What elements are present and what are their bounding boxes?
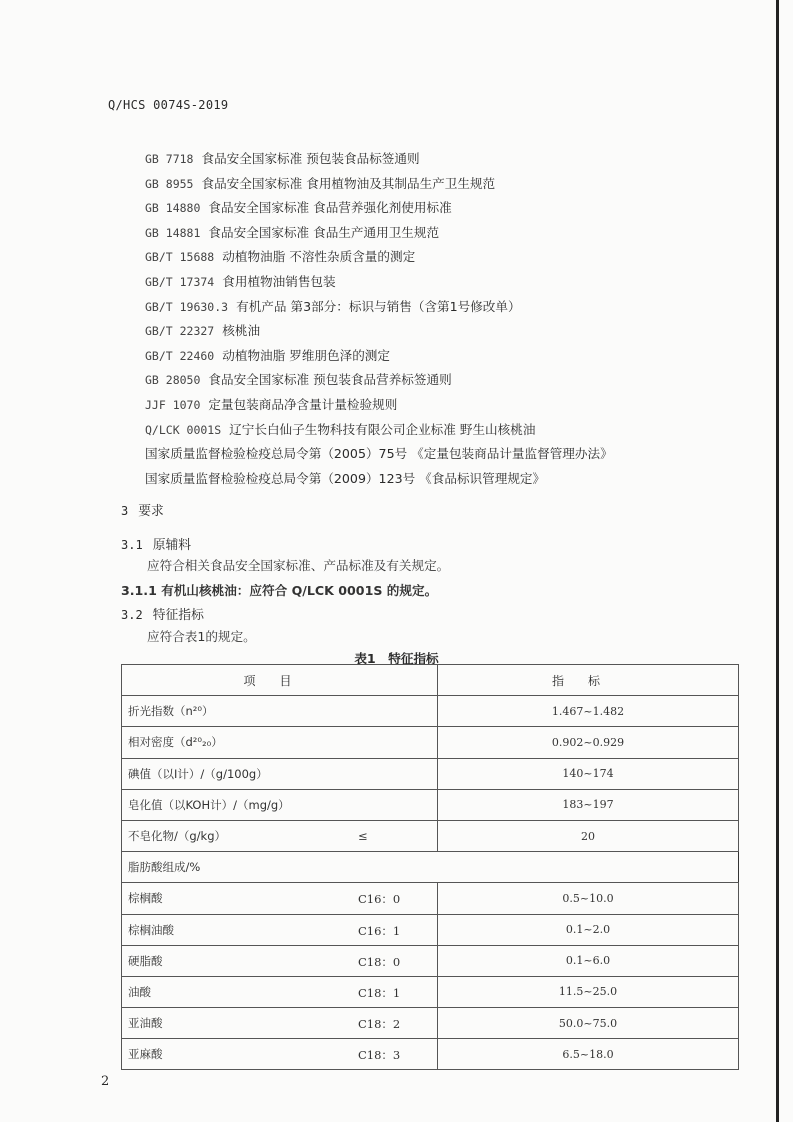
item-name: 相对密度（d²⁰₂₀） [128, 735, 223, 750]
item-qualifier: C18：3 [358, 1048, 401, 1063]
reference-item [145, 172, 613, 197]
reference-title: 食品安全国家标准 食品生产通用卫生规范 [208, 224, 440, 240]
reference-item [145, 319, 613, 344]
reference-title: 动植物油脂 不溶性杂质含量的测定 [222, 249, 416, 265]
row-value: 11.5~25.0 [438, 976, 739, 1007]
table-row [122, 883, 739, 914]
reference-item [145, 245, 613, 270]
row-item [122, 914, 438, 945]
row-value: 50.0~75.0 [438, 1008, 739, 1039]
column-header-index: 指标 [438, 665, 739, 696]
section-3-2-text: 应符合表1的规定。 [147, 629, 256, 644]
item-name: 皂化值（以KOH计）/（mg/g） [128, 797, 290, 812]
reference-code: GB 8955 [145, 176, 194, 191]
row-value: 0.5~10.0 [438, 883, 739, 914]
reference-code: GB 28050 [145, 373, 201, 388]
row-item [122, 852, 739, 883]
regulation-text: 国家质量监督检验检疫总局令第（2005）75号 《定量包装商品计量监督管理办法》 [145, 446, 613, 462]
item-name: 碘值（以I计）/（g/100g） [128, 766, 268, 781]
reference-item [145, 270, 613, 295]
row-item [122, 820, 438, 851]
row-value: 1.467~1.482 [438, 696, 739, 727]
section-number: 3.1 [121, 538, 143, 552]
row-value: 140~174 [438, 758, 739, 789]
section-3-1-text: 应符合相关食品安全国家标准、产品标准及有关规定。 [147, 558, 450, 573]
row-value: 20 [438, 820, 739, 851]
reference-item [145, 221, 613, 246]
item-name: 硬脂酸 [128, 953, 163, 968]
table-header-row [122, 665, 739, 696]
reference-title: 辽宁长白仙子生物科技有限公司企业标准 野生山核桃油 [229, 421, 536, 437]
column-header-item: 项目 [122, 665, 438, 696]
row-value: 183~197 [438, 789, 739, 820]
reference-item [145, 344, 613, 369]
item-name: 油酸 [128, 984, 151, 999]
table-row [122, 727, 739, 758]
item-name: 不皂化物/（g/kg） [128, 829, 227, 844]
regulation-text: 国家质量监督检验检疫总局令第（2009）123号 《食品标识管理规定》 [145, 470, 546, 486]
reference-code: GB/T 17374 [145, 274, 215, 289]
section-3-1-1-text: 3.1.1 有机山核桃油：应符合 Q/LCK 0001S 的规定。 [121, 583, 438, 598]
table-row [122, 789, 739, 820]
row-value: 6.5~18.0 [438, 1039, 739, 1070]
reference-title: 食品安全国家标准 食品营养强化剂使用标准 [208, 200, 452, 216]
reference-title: 食用植物油销售包装 [222, 273, 336, 289]
reference-title: 食品安全国家标准 食用植物油及其制品生产卫生规范 [201, 175, 496, 191]
characteristic-index-table [121, 664, 739, 1070]
regulation-item [145, 442, 613, 467]
item-name: 亚麻酸 [128, 1047, 163, 1062]
reference-item [145, 393, 613, 418]
row-item [122, 789, 438, 820]
section-3-1-heading [121, 534, 191, 553]
section-title: 特征指标 [152, 608, 204, 623]
item-qualifier: C18：0 [358, 954, 401, 969]
item-name: 棕榈酸 [128, 891, 163, 906]
section-title: 要求 [138, 504, 164, 519]
reference-code: GB/T 19630.3 [145, 299, 229, 314]
row-value: 0.1~2.0 [438, 914, 739, 945]
row-item [122, 696, 438, 727]
item-qualifier: C16：0 [358, 892, 401, 907]
reference-code: GB 14881 [145, 225, 201, 240]
table-row [122, 820, 739, 851]
reference-item [145, 368, 613, 393]
reference-item [145, 196, 613, 221]
normative-references-list [145, 147, 613, 491]
reference-title: 动植物油脂 罗维朋色泽的测定 [222, 347, 390, 363]
item-name: 亚油酸 [128, 1016, 163, 1031]
item-qualifier: C18：1 [358, 985, 401, 1000]
section-3-2-heading [121, 604, 204, 623]
table-row [122, 1039, 739, 1070]
item-qualifier: C16：1 [358, 923, 401, 938]
document-code-header: Q/HCS 0074S-2019 [108, 98, 229, 112]
reference-title: 食品安全国家标准 预包装食品营养标签通则 [208, 372, 452, 388]
reference-code: Q/LCK 0001S [145, 422, 222, 437]
item-qualifier: C18：2 [358, 1017, 401, 1032]
table-row [122, 696, 739, 727]
row-item [122, 1039, 438, 1070]
item-name: 棕榈油酸 [128, 922, 174, 937]
reference-item [145, 295, 613, 320]
section-number: 3.2 [121, 608, 143, 622]
table-row [122, 1008, 739, 1039]
reference-title: 食品安全国家标准 预包装食品标签通则 [201, 151, 420, 166]
item-name: 折光指数（n²⁰） [128, 704, 214, 719]
row-item [122, 945, 438, 976]
item-name: 脂肪酸组成/% [128, 860, 201, 875]
reference-code: GB 14880 [145, 201, 201, 216]
row-item [122, 883, 438, 914]
scan-edge-shadow [776, 0, 779, 1122]
reference-title: 核桃油 [222, 323, 261, 339]
reference-item [145, 418, 613, 443]
section-number: 3 [121, 504, 129, 518]
regulation-item [145, 467, 613, 492]
reference-code: JJF 1070 [145, 397, 201, 412]
table-row [122, 758, 739, 789]
reference-title: 定量包装商品净含量计量检验规则 [208, 396, 398, 412]
reference-code: GB/T 22327 [145, 324, 215, 339]
reference-code: GB/T 15688 [145, 250, 215, 265]
row-item [122, 976, 438, 1007]
table-row [122, 945, 739, 976]
page-number: 2 [101, 1074, 110, 1089]
reference-title: 有机产品 第3部分：标识与销售（含第1号修改单） [236, 298, 521, 314]
row-item [122, 758, 438, 789]
row-item [122, 1008, 438, 1039]
table-caption: 表1 特征指标 [354, 651, 439, 666]
table-row [122, 852, 739, 883]
section-title: 原辅料 [152, 538, 192, 553]
section-3-heading [121, 500, 164, 519]
reference-code: GB 7718 [145, 152, 194, 166]
table-row [122, 914, 739, 945]
reference-code: GB/T 22460 [145, 348, 215, 363]
item-qualifier: ≤ [358, 828, 368, 843]
row-item [122, 727, 438, 758]
row-value: 0.902~0.929 [438, 727, 739, 758]
table-row [122, 976, 739, 1007]
row-value: 0.1~6.0 [438, 945, 739, 976]
reference-item [145, 147, 613, 172]
